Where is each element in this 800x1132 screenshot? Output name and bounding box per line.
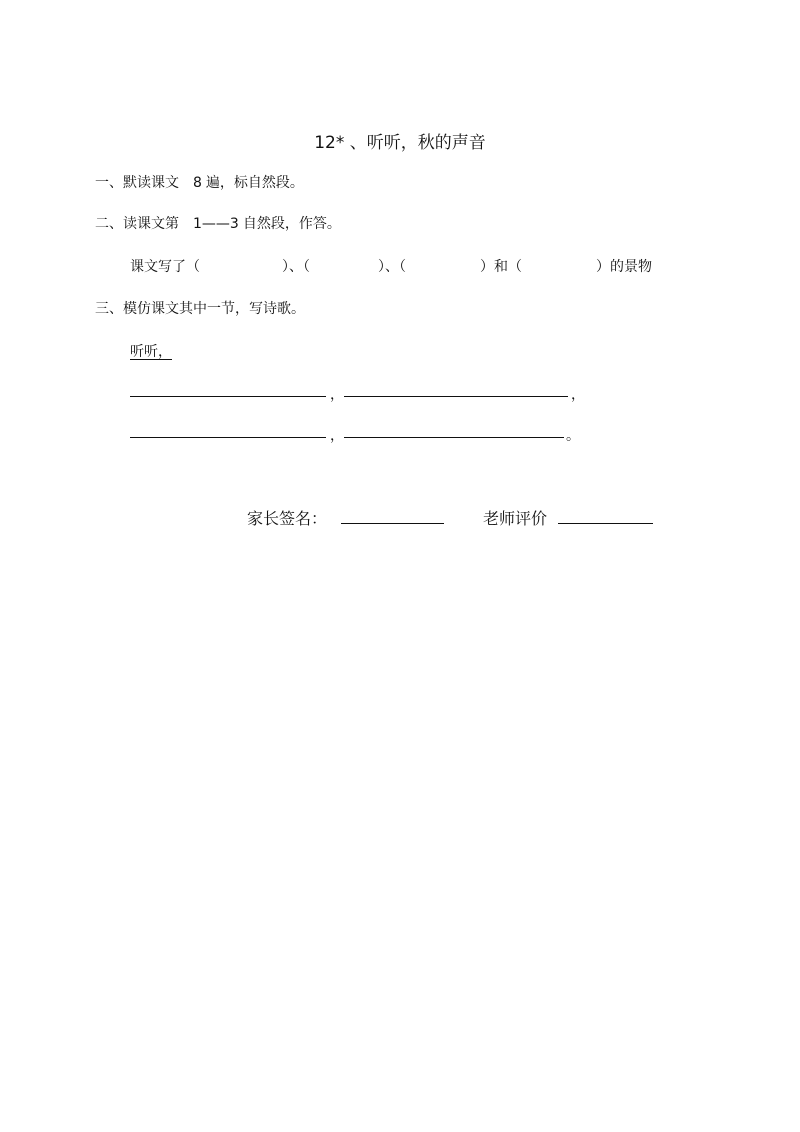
- section-1: [95, 172, 304, 192]
- poem-line-1a[interactable]: [130, 396, 326, 397]
- poem-start: 听听，: [130, 344, 172, 360]
- parent-sign-label: 家长签名：: [247, 509, 328, 528]
- section-1-count: 8: [193, 175, 202, 191]
- poem-period: 。: [566, 428, 580, 444]
- teacher-eval-label: 老师评价: [483, 509, 548, 528]
- section-3-label: 三、模仿课文其中一节，写诗歌。: [95, 301, 305, 317]
- page-title: 12* 、听听，秋的声音: [314, 133, 486, 153]
- poem-comma-1: ，: [330, 387, 344, 403]
- poem-line-2a[interactable]: [130, 437, 326, 438]
- blank-sep-1: ）、（: [282, 259, 310, 275]
- poem-line-2b[interactable]: [344, 437, 564, 438]
- blank-suffix: ）的景物: [596, 259, 652, 275]
- poem-line-1b[interactable]: [344, 396, 568, 397]
- section-1-label: 一、默读课文: [95, 175, 179, 191]
- section-2-text: 自然段，作答。: [242, 216, 341, 232]
- section-1-text: 遍，标自然段。: [205, 175, 304, 191]
- scenery-question: [130, 256, 652, 276]
- poem-comma-2: ，: [571, 387, 585, 403]
- section-2: [95, 213, 341, 233]
- blank-sep-2: ）、（: [378, 259, 406, 275]
- blank-prefix: 课文写了（: [130, 259, 200, 275]
- teacher-eval-line[interactable]: [558, 523, 653, 524]
- blank-sep-3: ）和（: [480, 259, 522, 275]
- parent-sign-line[interactable]: [341, 523, 444, 524]
- section-2-label: 二、读课文第: [95, 216, 179, 232]
- section-2-range: 1——3: [193, 216, 239, 232]
- poem-comma-3: ，: [330, 428, 344, 444]
